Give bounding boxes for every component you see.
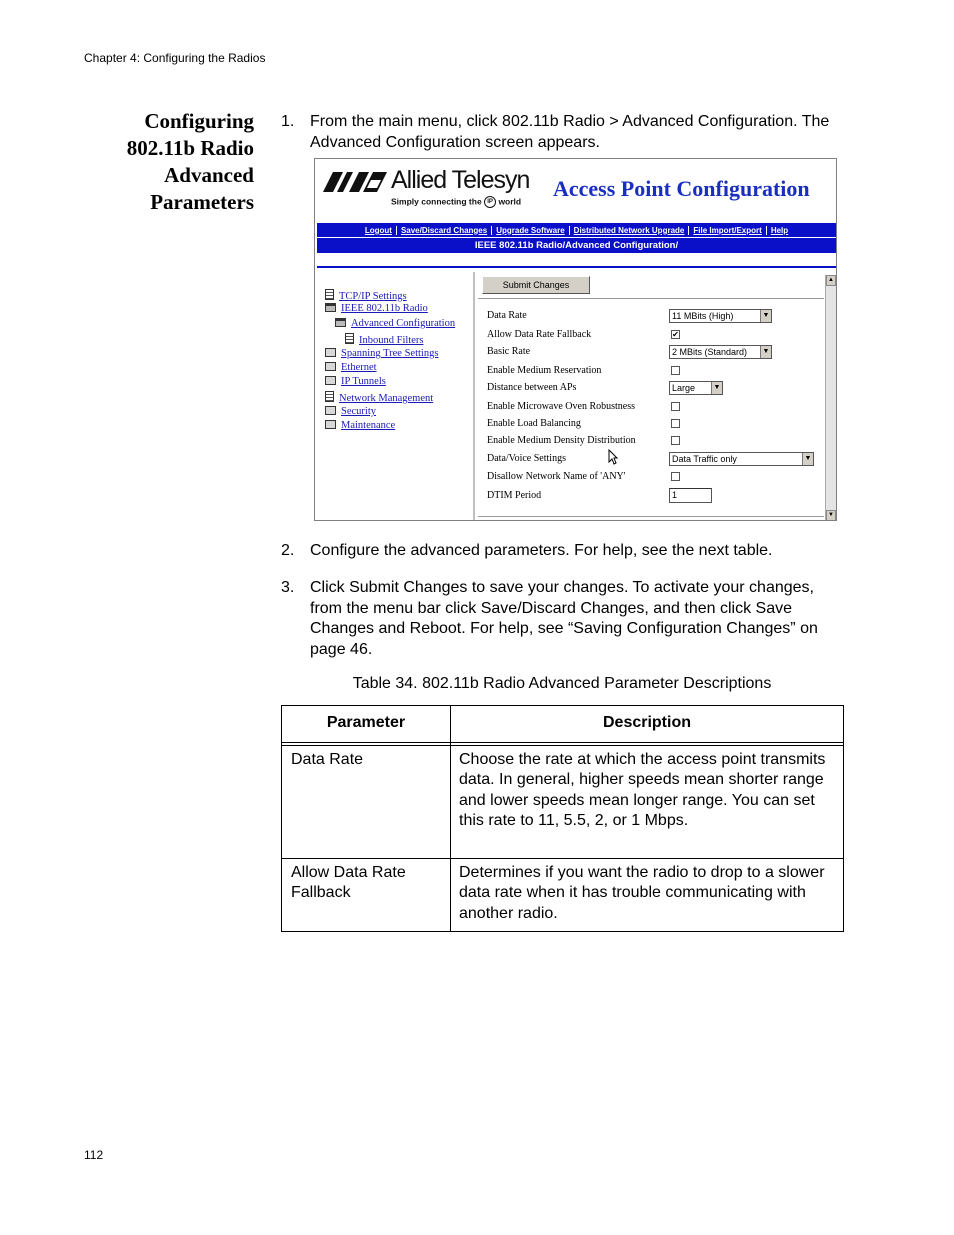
microwave-label: Enable Microwave Oven Robustness [487,401,636,412]
folder-icon [325,420,336,429]
table-divider [282,858,843,859]
tree-item-spanning-tree-settings[interactable] [325,348,438,359]
tree-item-security[interactable] [325,406,376,417]
dropdown-arrow-icon: ▼ [760,310,771,322]
tree-item-maintenance[interactable] [325,420,395,431]
tree-item-ieee-radio[interactable] [325,303,428,314]
select-value: 2 MBits (Standard) [672,347,748,357]
tree-item-ip-tunnels[interactable] [325,376,386,387]
tagline-part: Simply connecting the [391,196,482,207]
banner [317,161,835,219]
tree-item-ethernet[interactable] [325,362,377,373]
folder-icon [325,406,336,415]
advanced-configuration-screenshot [314,158,837,521]
select-value: 11 MBits (High) [672,311,734,321]
dropdown-arrow-icon: ▼ [760,346,771,358]
select-value: Data Traffic only [672,454,737,464]
medium-density-label: Enable Medium Density Distribution [487,435,636,446]
tree-item-label: IEEE 802.11b Radio [341,303,428,314]
step-3 [281,578,841,660]
basic-rate-select[interactable] [669,345,772,359]
data-rate-select[interactable] [669,309,772,323]
distance-label: Distance between APs [487,382,577,393]
step-1 [281,112,841,153]
document-icon [325,391,334,402]
dropdown-arrow-icon: ▼ [711,382,722,394]
parameter-table [281,705,844,932]
tree-item-advanced-configuration[interactable] [335,318,455,329]
tree-item-network-management[interactable] [325,391,433,404]
document-icon [325,289,334,300]
table-divider [282,742,843,743]
step-number: 2. [281,542,295,559]
table-header-description: Description [602,714,691,731]
heading-line: Advanced [164,163,254,187]
folder-icon [325,376,336,385]
step-number: 3. [281,579,295,596]
submit-changes-button[interactable]: Submit Changes [482,276,590,294]
open-folder-icon [325,303,336,312]
basic-rate-label: Basic Rate [487,346,531,357]
step-2 [281,541,841,562]
step-text: Click Submit Changes to save your changes. To activate your changes, from the menu bar click Save/Discard Changes, and then click Save Changes and Reboot. For help, see “Saving Configuration Changes” on page 46. [310,579,818,658]
page-number: 112 [84,1148,104,1162]
tree-item-label: Advanced Configuration [351,318,456,329]
tree-item-label: TCP/IP Settings [339,291,407,302]
table-header-parameter: Parameter [326,714,406,731]
medium-density-checkbox[interactable] [671,436,680,445]
medium-reservation-label: Enable Medium Reservation [487,365,602,376]
medium-reservation-checkbox[interactable] [671,366,680,375]
allow-fallback-label: Allow Data Rate Fallback [487,329,592,340]
tagline-part: world [498,196,522,207]
scroll-down-icon[interactable]: ▼ [826,510,836,521]
heading-line: Configuring [144,109,254,133]
table-cell-description: Choose the rate at which the access point transmits data. In general, higher speeds mean shorter range and lower speeds mean longer range. You can set this rate to 11, 5.5, 2, or 1 Mbps. [459,751,826,829]
tree-item-label: Inbound Filters [359,335,424,346]
logo-tagline [391,196,521,208]
table-cell-parameter: Data Rate [291,751,364,768]
nav-distributed-network-upgrade[interactable]: Distributed Network Upgrade [570,226,690,235]
nav-upgrade-software[interactable]: Upgrade Software [492,226,569,235]
data-voice-label: Data/Voice Settings [487,453,566,464]
allied-telesyn-logo-icon [323,172,387,192]
scroll-up-icon[interactable]: ▲ [826,275,836,286]
table-caption: Table 34. 802.11b Radio Advanced Parameter Descriptions [352,675,772,692]
table-cell-parameter: Allow Data Rate Fallback [291,864,406,902]
dropdown-arrow-icon: ▼ [802,453,813,465]
advanced-config-form [478,272,824,521]
disallow-any-checkbox[interactable] [671,472,680,481]
load-balancing-checkbox[interactable] [671,419,680,428]
ip-icon: IP [484,196,496,208]
load-balancing-label: Enable Load Balancing [487,418,581,429]
tree-item-tcpip-settings[interactable] [325,289,407,302]
vertical-scrollbar[interactable] [825,275,836,521]
mouse-pointer-icon [608,449,618,465]
tree-item-label: Maintenance [341,420,396,431]
table-divider [282,745,843,746]
step-text: Configure the advanced parameters. For help, see the next table. [310,542,773,559]
app-title: Access Point Configuration [553,176,810,201]
data-rate-label: Data Rate [487,310,527,321]
section-heading [100,108,254,216]
step-text: From the main menu, click 802.11b Radio > Advanced Configuration. The Advanced Configuration screen appears. [310,113,830,151]
nav-save-discard-changes[interactable]: Save/Discard Changes [397,226,492,235]
select-value: Large [672,383,696,393]
menu-bar [317,223,836,237]
folder-icon [325,348,336,357]
tree-item-label: IP Tunnels [341,376,386,387]
tree-item-inbound-filters[interactable] [345,333,423,346]
dtim-label: DTIM Period [487,490,542,501]
divider [478,516,824,517]
nav-help[interactable]: Help [770,225,789,235]
tree-item-label: Network Management [339,393,434,404]
disallow-any-label: Disallow Network Name of 'ANY' [487,471,626,482]
distance-select[interactable] [669,381,723,395]
table-cell-description: Determines if you want the radio to drop to a slower data rate when it has trouble communicating with another radio. [459,864,825,922]
data-voice-select[interactable] [669,452,814,466]
tree-item-label: Security [341,406,376,417]
table-divider [450,706,451,932]
nav-logout[interactable]: Logout [361,226,397,235]
navigation-tree [315,272,475,521]
breadcrumb: IEEE 802.11b Radio/Advanced Configuration/ [317,238,836,253]
tree-item-label: Ethernet [341,362,377,373]
heading-line: Parameters [150,190,254,214]
running-head: Chapter 4: Configuring the Radios [84,51,266,65]
step-number: 1. [281,113,295,130]
logo-name: Allied Telesyn [391,166,530,194]
folder-icon [325,362,336,371]
nav-file-import-export[interactable]: File Import/Export [689,226,766,235]
heading-line: 802.11b Radio [126,136,254,160]
open-folder-icon [335,318,346,327]
tree-item-label: Spanning Tree Settings [341,348,439,359]
allow-fallback-checkbox[interactable]: ✔ [672,330,679,339]
divider [478,298,824,299]
document-icon [345,333,354,344]
divider [317,266,836,268]
microwave-checkbox[interactable] [671,402,680,411]
dtim-input[interactable]: 1 [669,488,712,503]
